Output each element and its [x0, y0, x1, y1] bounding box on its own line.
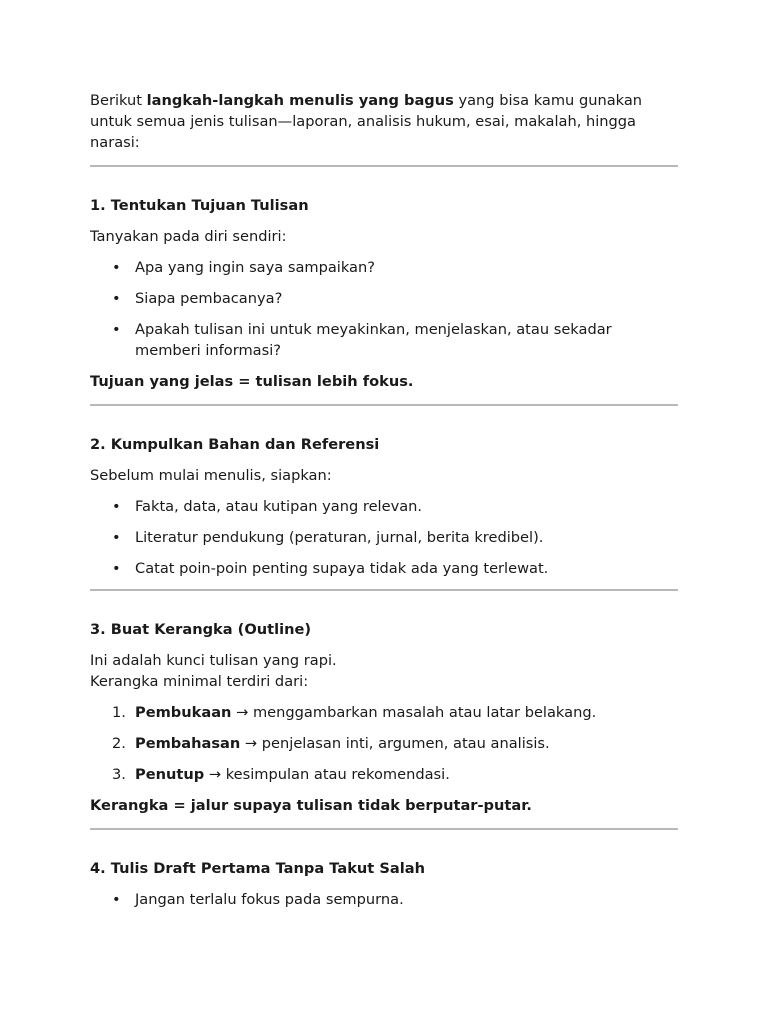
bullet-list: [90, 257, 678, 361]
section-lead: Tanyakan pada diri sendiri:: [90, 228, 287, 245]
list-item-text: Literatur pendukung (peraturan, jurnal, berita kredibel).: [135, 529, 544, 546]
list-item-text: Apakah tulisan ini untuk meyakinkan, menjelaskan, atau sekadar memberi informasi?: [135, 321, 612, 359]
list-item: [90, 558, 678, 579]
list-item-text: Jangan terlalu fokus pada sempurna.: [135, 891, 404, 908]
list-item-text: Fakta, data, atau kutipan yang relevan.: [135, 498, 423, 515]
bullet-icon: •: [112, 560, 121, 577]
intro-prefix: Berikut: [90, 92, 147, 109]
section-lead: Ini adalah kunci tulisan yang rapi.: [90, 652, 337, 669]
list-item: [90, 288, 678, 309]
list-item: [90, 733, 678, 754]
intro-paragraph: [90, 90, 678, 153]
divider: [90, 828, 678, 830]
divider: [90, 165, 678, 167]
section-summary: Kerangka = jalur supaya tulisan tidak berputar-putar.: [90, 797, 532, 814]
list-item: [90, 764, 678, 785]
divider: [90, 589, 678, 591]
section-2: [90, 434, 678, 579]
list-number: 2.: [112, 735, 126, 752]
bullet-icon: •: [112, 498, 121, 515]
section-summary: Tujuan yang jelas = tulisan lebih fokus.: [90, 373, 414, 390]
section-title: 2. Kumpulkan Bahan dan Referensi: [90, 436, 380, 453]
section-4: [90, 858, 678, 910]
bullet-icon: •: [112, 891, 121, 908]
list-item-text: Siapa pembacanya?: [135, 290, 283, 307]
list-number: 1.: [112, 704, 126, 721]
section-lead-2: Kerangka minimal terdiri dari:: [90, 673, 309, 690]
list-item: [90, 257, 678, 278]
list-number: 3.: [112, 766, 126, 783]
intro-bold: langkah-langkah menulis yang bagus: [146, 92, 454, 109]
step-desc: → kesimpulan atau rekomendasi.: [204, 766, 450, 783]
list-item: [90, 319, 678, 361]
divider: [90, 404, 678, 406]
list-item: [90, 889, 678, 910]
section-title: 4. Tulis Draft Pertama Tanpa Takut Salah: [90, 860, 425, 877]
section-1: [90, 195, 678, 392]
step-term: Pembahasan: [135, 735, 241, 752]
bullet-icon: •: [112, 259, 121, 276]
bullet-icon: •: [112, 529, 121, 546]
step-term: Penutup: [135, 766, 205, 783]
bullet-icon: •: [112, 290, 121, 307]
step-term: Pembukaan: [135, 704, 232, 721]
section-title: 1. Tentukan Tujuan Tulisan: [90, 197, 309, 214]
document-page: [90, 90, 678, 920]
list-item: [90, 527, 678, 548]
step-desc: → penjelasan inti, argumen, atau analisis.: [240, 735, 550, 752]
intro-suffix: yang bisa kamu gunakan untuk semua jenis tulisan—laporan, analisis hukum, esai, makalah, hingga narasi:: [90, 92, 643, 151]
bullet-list: [90, 889, 678, 910]
section-lead: Sebelum mulai menulis, siapkan:: [90, 467, 332, 484]
bullet-icon: •: [112, 321, 121, 338]
list-item-text: Catat poin-poin penting supaya tidak ada yang terlewat.: [135, 560, 549, 577]
list-item: [90, 702, 678, 723]
section-3: [90, 619, 678, 816]
list-item-text: Apa yang ingin saya sampaikan?: [135, 259, 375, 276]
step-desc: → menggambarkan masalah atau latar belakang.: [231, 704, 597, 721]
bullet-list: [90, 496, 678, 579]
numbered-list: [90, 702, 678, 785]
section-title: 3. Buat Kerangka (Outline): [90, 621, 312, 638]
list-item: [90, 496, 678, 517]
